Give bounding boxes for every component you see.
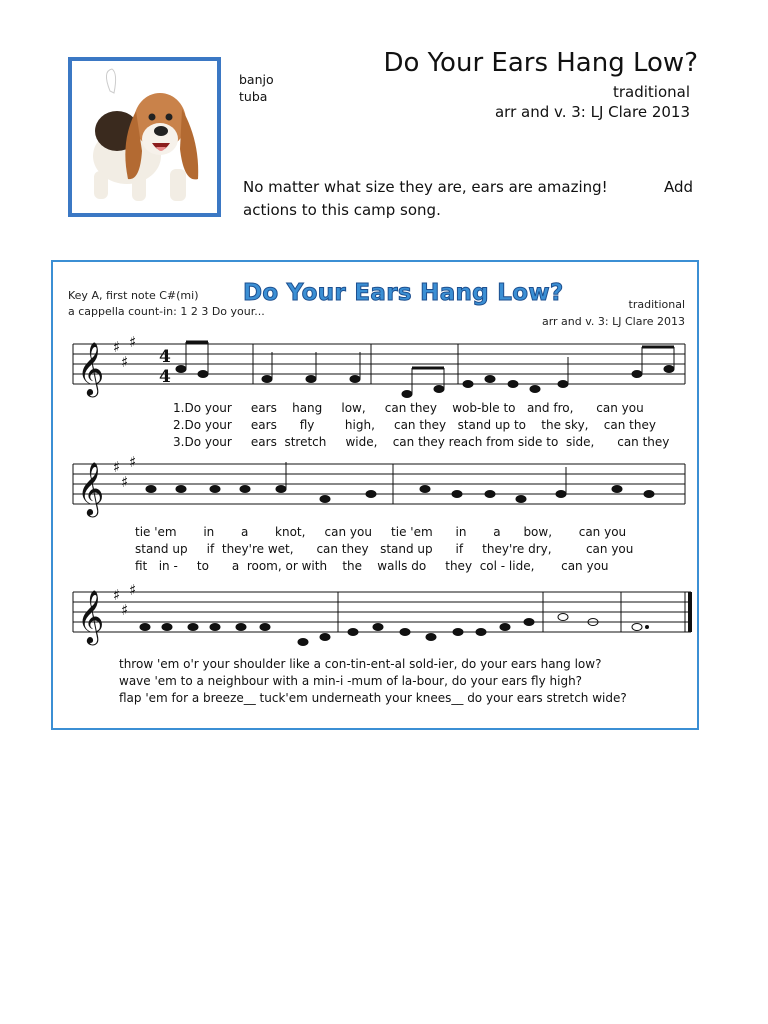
treble-clef: 𝄞 — [77, 461, 105, 515]
description — [243, 176, 693, 222]
key-info: Key A, first note C#(mi) — [68, 289, 199, 302]
svg-text:♯: ♯ — [121, 601, 129, 619]
sheet-music — [51, 260, 699, 730]
dog-photo-frame — [68, 57, 221, 217]
description-line-1: No matter what size they are, ears are amazing! — [243, 178, 608, 196]
instrument-banjo: banjo — [239, 72, 274, 87]
svg-text:♯: ♯ — [121, 473, 129, 491]
svg-text:4: 4 — [159, 367, 171, 387]
lyrics-s2-v3: fit in - to a room, or with the walls do they col - lide, can you — [135, 559, 609, 573]
lyrics-s3-v2: wave 'em to a neighbour with a min-i -mum of la-bour, do your ears fly high? — [119, 674, 583, 688]
lyrics-s2-v2: stand up if they're wet, can they stand up if they're dry, can you — [135, 542, 634, 556]
svg-text:4: 4 — [159, 347, 171, 367]
lyrics-s3-v3: flap 'em for a breeze__ tuck'em underneath your knees__ do your ears stretch wide? — [119, 691, 627, 705]
lyrics-s2-v1: tie 'em in a knot, can you tie 'em in a bow, can you — [135, 525, 627, 539]
lyrics-s1-v3: 3.Do your ears stretch wide, can they reach from side to side, can they — [173, 435, 670, 449]
treble-clef: 𝄞 — [77, 341, 105, 395]
svg-text:♯: ♯ — [113, 586, 121, 604]
lyrics-s1-v1: 1.Do your ears hang low, can they wob-ble to and fro, can you — [173, 401, 644, 415]
page-title: Do Your Ears Hang Low? — [383, 48, 698, 78]
instrument-tuba: tuba — [239, 89, 268, 104]
lyrics-s3-v1: throw 'em o'r your shoulder like a con-tin-ent-al sold-ier, do your ears hang low? — [119, 657, 602, 671]
svg-text:♯: ♯ — [121, 353, 129, 371]
svg-text:♯: ♯ — [113, 338, 121, 356]
svg-text:♯: ♯ — [129, 333, 137, 351]
sheet-arranger: arr and v. 3: LJ Clare 2013 — [541, 315, 685, 328]
count-in: a cappella count-in: 1 2 3 Do your... — [68, 305, 265, 318]
origin-text: traditional — [612, 83, 690, 101]
description-line-2: actions to this camp song. — [243, 201, 441, 219]
sheet-title: Do Your Ears Hang Low? — [243, 280, 564, 306]
svg-text:♯: ♯ — [113, 458, 121, 476]
treble-clef: 𝄞 — [77, 589, 105, 643]
svg-text:♯: ♯ — [129, 453, 137, 471]
lyrics-s1-v2: 2.Do your ears fly high, can they stand up to the sky, can they — [173, 418, 656, 432]
description-add: Add — [663, 178, 693, 196]
basset-hound-puppet-image — [72, 61, 217, 213]
arranger-text: arr and v. 3: LJ Clare 2013 — [494, 103, 690, 121]
svg-text:♯: ♯ — [129, 581, 137, 599]
sheet-origin: traditional — [628, 298, 685, 311]
